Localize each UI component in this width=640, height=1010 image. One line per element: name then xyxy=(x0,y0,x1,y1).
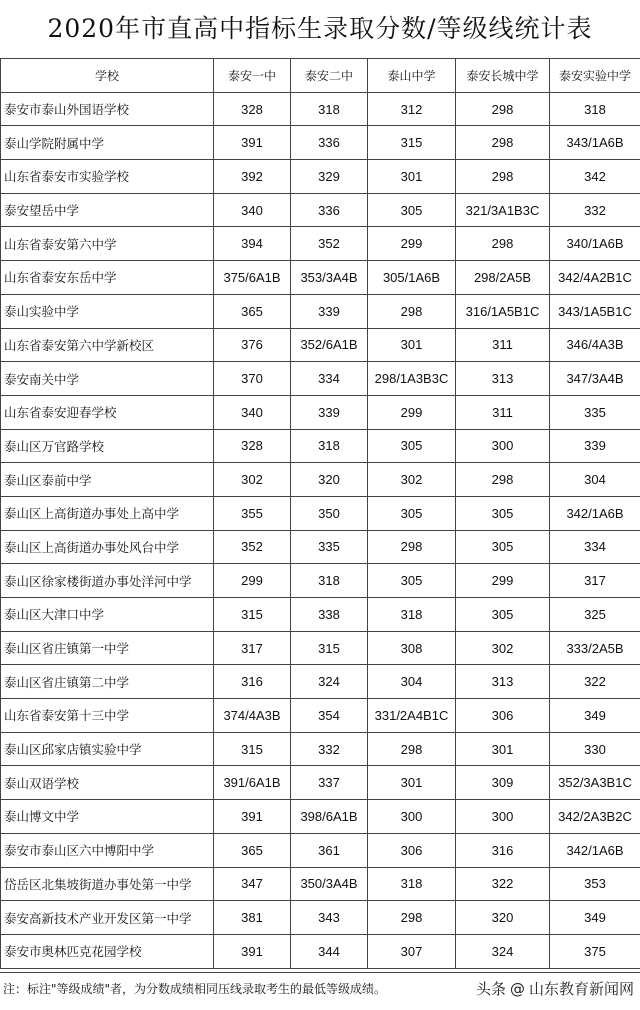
score-cell: 299 xyxy=(214,564,291,598)
score-cell: 340 xyxy=(214,193,291,227)
score-cell: 392 xyxy=(214,160,291,194)
score-cell: 298 xyxy=(368,530,456,564)
table-row xyxy=(1,92,640,126)
school-name-cell: 泰山博文中学 xyxy=(1,800,214,834)
score-cell: 391 xyxy=(214,934,291,968)
score-cell: 315 xyxy=(368,126,456,160)
table-row xyxy=(1,732,640,766)
score-cell: 332 xyxy=(550,193,640,227)
table-row xyxy=(1,699,640,733)
score-cell: 324 xyxy=(456,934,550,968)
score-cell: 325 xyxy=(550,598,640,632)
score-cell: 318 xyxy=(291,92,368,126)
school-name-cell: 山东省泰安市实验学校 xyxy=(1,160,214,194)
score-cell: 330 xyxy=(550,732,640,766)
score-cell: 394 xyxy=(214,227,291,261)
school-name-cell: 泰山区大津口中学 xyxy=(1,598,214,632)
score-cell: 305 xyxy=(456,598,550,632)
score-cell: 339 xyxy=(291,395,368,429)
school-name-cell: 泰山双语学校 xyxy=(1,766,214,800)
score-cell: 339 xyxy=(291,294,368,328)
score-cell: 317 xyxy=(214,631,291,665)
score-cell: 353 xyxy=(550,867,640,901)
score-cell: 305 xyxy=(368,429,456,463)
score-cell: 334 xyxy=(550,530,640,564)
score-cell: 318 xyxy=(291,429,368,463)
school-name-cell: 山东省泰安第十三中学 xyxy=(1,699,214,733)
score-cell: 301 xyxy=(368,328,456,362)
score-cell: 340 xyxy=(214,395,291,429)
table-row xyxy=(1,261,640,295)
score-cell: 305 xyxy=(368,193,456,227)
table-row xyxy=(1,496,640,530)
score-cell: 315 xyxy=(291,631,368,665)
table-row xyxy=(1,631,640,665)
school-name-cell: 泰山区省庄镇第二中学 xyxy=(1,665,214,699)
school-name-cell: 泰山区徐家楼街道办事处洋河中学 xyxy=(1,564,214,598)
score-cell: 328 xyxy=(214,92,291,126)
score-cell: 306 xyxy=(368,833,456,867)
score-cell: 324 xyxy=(291,665,368,699)
school-name-cell: 泰安市泰山区六中博阳中学 xyxy=(1,833,214,867)
score-cell: 306 xyxy=(456,699,550,733)
score-cell: 302 xyxy=(368,463,456,497)
watermark-prefix: 头条 xyxy=(475,980,506,998)
table-row xyxy=(1,665,640,699)
school-name-cell: 泰山区泰前中学 xyxy=(1,463,214,497)
score-cell: 343 xyxy=(291,901,368,935)
score-cell: 298 xyxy=(368,294,456,328)
school-name-cell: 泰山区万官路学校 xyxy=(1,429,214,463)
table-row xyxy=(1,429,640,463)
table-row xyxy=(1,833,640,867)
score-cell: 342/1A6B xyxy=(550,496,640,530)
score-cell: 332 xyxy=(291,732,368,766)
score-cell: 300 xyxy=(456,800,550,834)
table-row xyxy=(1,328,640,362)
score-cell: 305 xyxy=(456,530,550,564)
score-cell: 336 xyxy=(291,193,368,227)
score-cell: 374/4A3B xyxy=(214,699,291,733)
watermark-name: 山东教育新闻网 xyxy=(528,980,634,998)
score-cell: 334 xyxy=(291,362,368,396)
score-cell: 335 xyxy=(291,530,368,564)
school-name-cell: 岱岳区北集坡街道办事处第一中学 xyxy=(1,867,214,901)
school-name-cell: 泰山区上高街道办事处上高中学 xyxy=(1,496,214,530)
table-row xyxy=(1,160,640,194)
score-cell: 309 xyxy=(456,766,550,800)
score-cell: 298 xyxy=(456,92,550,126)
score-cell: 391/6A1B xyxy=(214,766,291,800)
column-header-1: 泰安一中 xyxy=(214,59,291,93)
score-cell: 300 xyxy=(368,800,456,834)
score-cell: 321/3A1B3C xyxy=(456,193,550,227)
column-header-5: 泰安实验中学 xyxy=(550,59,640,93)
table-row xyxy=(1,126,640,160)
school-name-cell: 泰安高新技术产业开发区第一中学 xyxy=(1,901,214,935)
score-cell: 329 xyxy=(291,160,368,194)
score-cell: 318 xyxy=(291,564,368,598)
score-cell: 361 xyxy=(291,833,368,867)
score-cell: 311 xyxy=(456,328,550,362)
table-row xyxy=(1,530,640,564)
score-table xyxy=(0,58,640,969)
score-cell: 337 xyxy=(291,766,368,800)
table-row xyxy=(1,463,640,497)
footnote-bar xyxy=(0,972,640,1004)
score-cell: 298/1A3B3C xyxy=(368,362,456,396)
score-cell: 365 xyxy=(214,294,291,328)
score-cell: 344 xyxy=(291,934,368,968)
score-cell: 375 xyxy=(550,934,640,968)
score-cell: 354 xyxy=(291,699,368,733)
score-cell: 301 xyxy=(368,766,456,800)
score-cell: 298 xyxy=(368,732,456,766)
school-name-cell: 泰安望岳中学 xyxy=(1,193,214,227)
score-cell: 375/6A1B xyxy=(214,261,291,295)
footnote-text: 注：标注"等级成绩"者，为分数成绩相同压线录取考生的最低等级成绩。 xyxy=(3,982,387,996)
score-cell: 298 xyxy=(456,126,550,160)
score-cell: 302 xyxy=(456,631,550,665)
score-cell: 298 xyxy=(456,463,550,497)
score-cell: 343/1A5B1C xyxy=(550,294,640,328)
score-cell: 352 xyxy=(214,530,291,564)
column-header-school: 学校 xyxy=(1,59,214,93)
score-cell: 350/3A4B xyxy=(291,867,368,901)
score-cell: 391 xyxy=(214,126,291,160)
score-cell: 307 xyxy=(368,934,456,968)
school-name-cell: 泰山区邱家店镇实验中学 xyxy=(1,732,214,766)
score-cell: 338 xyxy=(291,598,368,632)
score-cell: 305/1A6B xyxy=(368,261,456,295)
column-header-3: 泰山中学 xyxy=(368,59,456,93)
score-cell: 320 xyxy=(456,901,550,935)
score-cell: 342/4A2B1C xyxy=(550,261,640,295)
score-cell: 347 xyxy=(214,867,291,901)
table-row xyxy=(1,227,640,261)
score-cell: 331/2A4B1C xyxy=(368,699,456,733)
score-cell: 352/6A1B xyxy=(291,328,368,362)
score-cell: 304 xyxy=(368,665,456,699)
table-row xyxy=(1,598,640,632)
score-cell: 398/6A1B xyxy=(291,800,368,834)
score-cell: 315 xyxy=(214,598,291,632)
score-cell: 349 xyxy=(550,901,640,935)
watermark xyxy=(476,978,634,999)
school-name-cell: 泰安南关中学 xyxy=(1,362,214,396)
score-cell: 301 xyxy=(456,732,550,766)
school-name-cell: 泰安市泰山外国语学校 xyxy=(1,92,214,126)
school-name-cell: 山东省泰安东岳中学 xyxy=(1,261,214,295)
score-cell: 346/4A3B xyxy=(550,328,640,362)
page-title: 2020年市直高中指标生录取分数/等级线统计表 xyxy=(47,14,593,43)
school-name-cell: 泰山实验中学 xyxy=(1,294,214,328)
score-cell: 347/3A4B xyxy=(550,362,640,396)
school-name-cell: 泰安市奥林匹克花园学校 xyxy=(1,934,214,968)
score-cell: 299 xyxy=(368,227,456,261)
score-cell: 302 xyxy=(214,463,291,497)
score-cell: 305 xyxy=(368,496,456,530)
score-cell: 339 xyxy=(550,429,640,463)
score-cell: 340/1A6B xyxy=(550,227,640,261)
score-cell: 311 xyxy=(456,395,550,429)
school-name-cell: 泰山区上高街道办事处风台中学 xyxy=(1,530,214,564)
score-cell: 305 xyxy=(368,564,456,598)
score-cell: 301 xyxy=(368,160,456,194)
score-cell: 322 xyxy=(550,665,640,699)
table-row xyxy=(1,934,640,968)
school-name-cell: 山东省泰安第六中学新校区 xyxy=(1,328,214,362)
score-cell: 350 xyxy=(291,496,368,530)
score-cell: 381 xyxy=(214,901,291,935)
score-cell: 336 xyxy=(291,126,368,160)
score-cell: 298 xyxy=(368,901,456,935)
score-cell: 298 xyxy=(456,160,550,194)
table-row xyxy=(1,564,640,598)
score-cell: 316/1A5B1C xyxy=(456,294,550,328)
table-header-row xyxy=(1,59,640,93)
score-cell: 317 xyxy=(550,564,640,598)
score-cell: 315 xyxy=(214,732,291,766)
table-body xyxy=(1,92,640,968)
score-cell: 304 xyxy=(550,463,640,497)
school-name-cell: 泰山学院附属中学 xyxy=(1,126,214,160)
watermark-at: @ xyxy=(509,979,525,998)
score-cell: 299 xyxy=(368,395,456,429)
score-cell: 376 xyxy=(214,328,291,362)
score-cell: 312 xyxy=(368,92,456,126)
score-cell: 391 xyxy=(214,800,291,834)
score-cell: 370 xyxy=(214,362,291,396)
score-cell: 349 xyxy=(550,699,640,733)
score-cell: 335 xyxy=(550,395,640,429)
school-name-cell: 山东省泰安第六中学 xyxy=(1,227,214,261)
score-cell: 365 xyxy=(214,833,291,867)
score-cell: 352 xyxy=(291,227,368,261)
score-cell: 320 xyxy=(291,463,368,497)
table-row xyxy=(1,362,640,396)
score-cell: 316 xyxy=(214,665,291,699)
score-cell: 299 xyxy=(456,564,550,598)
school-name-cell: 山东省泰安迎春学校 xyxy=(1,395,214,429)
score-cell: 342 xyxy=(550,160,640,194)
score-cell: 342/2A3B2C xyxy=(550,800,640,834)
score-cell: 300 xyxy=(456,429,550,463)
score-cell: 305 xyxy=(456,496,550,530)
column-header-2: 泰安二中 xyxy=(291,59,368,93)
score-cell: 318 xyxy=(368,867,456,901)
score-cell: 322 xyxy=(456,867,550,901)
score-cell: 313 xyxy=(456,362,550,396)
score-cell: 352/3A3B1C xyxy=(550,766,640,800)
table-row xyxy=(1,294,640,328)
table-row xyxy=(1,395,640,429)
score-cell: 328 xyxy=(214,429,291,463)
table-row xyxy=(1,901,640,935)
score-cell: 355 xyxy=(214,496,291,530)
score-cell: 318 xyxy=(368,598,456,632)
school-name-cell: 泰山区省庄镇第一中学 xyxy=(1,631,214,665)
score-cell: 316 xyxy=(456,833,550,867)
table-row xyxy=(1,800,640,834)
score-cell: 353/3A4B xyxy=(291,261,368,295)
score-cell: 342/1A6B xyxy=(550,833,640,867)
score-cell: 298 xyxy=(456,227,550,261)
score-cell: 298/2A5B xyxy=(456,261,550,295)
score-cell: 333/2A5B xyxy=(550,631,640,665)
table-row xyxy=(1,193,640,227)
score-cell: 313 xyxy=(456,665,550,699)
column-header-4: 泰安长城中学 xyxy=(456,59,550,93)
table-row xyxy=(1,867,640,901)
score-cell: 318 xyxy=(550,92,640,126)
score-cell: 308 xyxy=(368,631,456,665)
score-cell: 343/1A6B xyxy=(550,126,640,160)
table-row xyxy=(1,766,640,800)
